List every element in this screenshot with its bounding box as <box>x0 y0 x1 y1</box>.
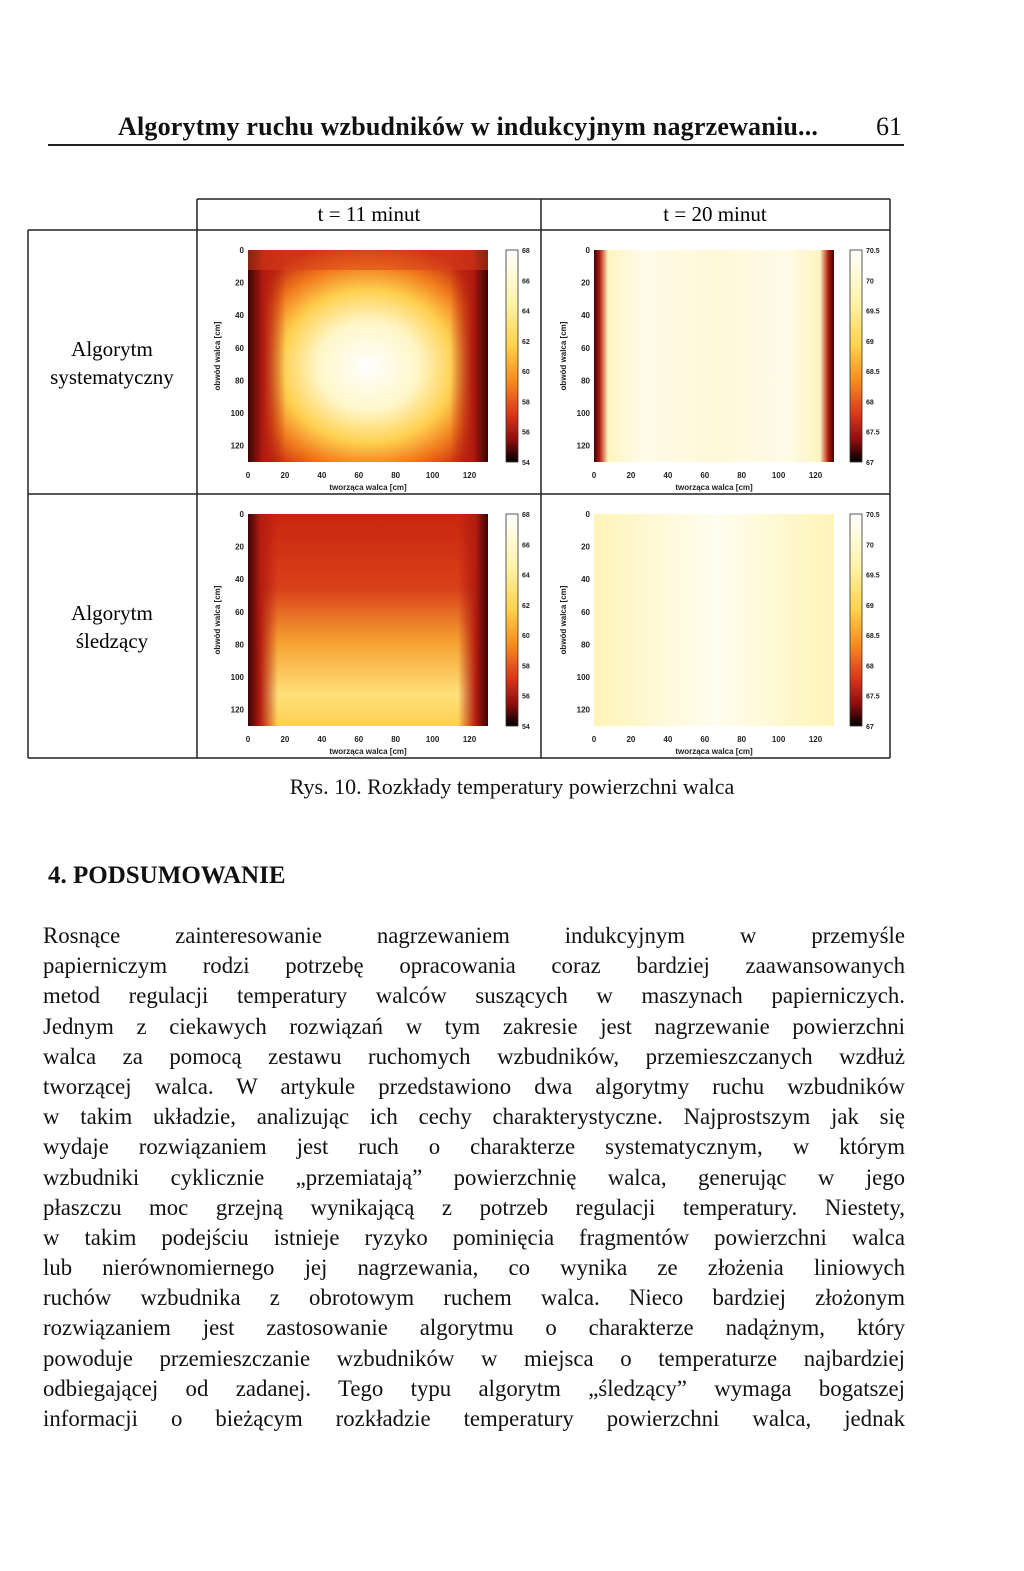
paragraph-line: rozwiązaniem jest zastosowanie algorytmu o charakterze nadążnym, który <box>43 1315 905 1341</box>
colorbar-tick-label: 62 <box>522 602 530 610</box>
x-tick-label: 0 <box>245 735 251 744</box>
x-tick-label: 80 <box>737 735 747 744</box>
y-tick-label: 100 <box>576 409 590 419</box>
colorbar-systematic-t11 <box>506 250 518 462</box>
x-tick-label: 0 <box>591 471 597 480</box>
colorbar-tick-label: 56 <box>522 693 530 701</box>
x-tick-label: 40 <box>663 471 673 480</box>
colorbar-tick-label: 68.5 <box>866 369 880 377</box>
y-tick-label: 80 <box>581 640 590 650</box>
paragraph-line: Rosnące zainteresowanie nagrzewaniem indukcyjnym w przemyśle <box>43 923 905 948</box>
paragraph-line: Jednym z ciekawych rozwiązań w tym zakresie jest nagrzewanie powierzchni <box>43 1013 905 1039</box>
row-label-2-line-1: Algorytm <box>71 601 153 625</box>
x-tick-label: 0 <box>591 735 597 744</box>
colorbar-tick-label: 54 <box>522 724 530 731</box>
paragraph-line: tworzącej walca. W artykule przedstawiono dwa algorytmy ruchu wzbudników <box>43 1073 905 1099</box>
x-tick-label: 60 <box>354 471 364 480</box>
colorbar-tick-label: 68.5 <box>866 633 880 641</box>
colorbar-tick-label: 70.5 <box>866 512 880 519</box>
x-tick-label: 60 <box>700 735 710 744</box>
x-tick-label: 40 <box>317 735 327 744</box>
y-tick-label: 100 <box>230 409 244 419</box>
y-tick-label: 40 <box>235 575 244 585</box>
y-tick-label: 60 <box>581 343 590 353</box>
colorbar-tick-label: 66 <box>522 278 530 286</box>
colorbar-tick-label: 68 <box>866 663 874 671</box>
colorbar-tick-label: 64 <box>522 308 530 316</box>
y-tick-label: 80 <box>235 376 244 386</box>
colorbar-tick-label: 56 <box>522 429 530 437</box>
colorbar-tick-label: 69 <box>866 338 874 346</box>
colorbar-tick-label: 60 <box>522 369 530 377</box>
y-tick-label: 80 <box>235 640 244 650</box>
colorbar-tick-label: 60 <box>522 633 530 641</box>
colorbar-tick-label: 69.5 <box>866 308 880 316</box>
paragraph-line: wzbudniki cyklicznie „przemiatają” powierzchnię walca, generując w jego <box>43 1164 905 1190</box>
y-axis-label: obwód walca [cm] <box>559 321 568 391</box>
paragraph-line: w takim podejściu istnieje ryzyko pominięcia fragmentów powierzchni walca <box>43 1224 905 1250</box>
paragraph-line: metod regulacji temperatury walców suszących w maszynach papierniczych. <box>43 983 905 1009</box>
y-tick-label: 40 <box>235 311 244 321</box>
figure-caption: Rys. 10. Rozkłady temperatury powierzchni walca <box>289 774 735 799</box>
heatmap-panel-tracking-t20 <box>594 514 834 726</box>
y-tick-label: 120 <box>576 441 590 451</box>
x-tick-label: 100 <box>425 735 440 744</box>
y-tick-label: 0 <box>585 510 590 519</box>
x-tick-label: 60 <box>354 735 364 744</box>
column-header-1: t = 11 minut <box>317 202 421 226</box>
heatmap-panel-tracking-t11 <box>248 514 488 726</box>
x-axis-label: tworząca walca [cm] <box>329 483 407 492</box>
colorbar-tick-label: 68 <box>522 512 530 519</box>
y-tick-label: 60 <box>581 607 590 617</box>
x-tick-label: 100 <box>771 471 786 480</box>
colorbar-tick-label: 58 <box>522 399 530 407</box>
colorbar-tick-label: 67.5 <box>866 429 880 437</box>
y-tick-label: 0 <box>239 246 244 255</box>
x-tick-label: 20 <box>626 471 636 480</box>
row-label-2-line-2: śledzący <box>75 629 149 653</box>
paragraph-line: wydaje rozwiązaniem jest ruch o charakterze systematycznym, w którym <box>43 1134 905 1160</box>
summary-paragraph <box>43 921 905 1434</box>
colorbar-tick-label: 69.5 <box>866 572 880 580</box>
colorbar-tracking-t20 <box>850 514 862 726</box>
x-tick-label: 80 <box>391 735 401 744</box>
x-axis-label: tworząca walca [cm] <box>329 747 407 756</box>
colorbar-tick-label: 66 <box>522 542 530 550</box>
x-tick-label: 120 <box>808 471 823 480</box>
x-tick-label: 100 <box>425 471 440 480</box>
x-tick-label: 120 <box>462 471 477 480</box>
y-tick-label: 40 <box>581 575 590 585</box>
paragraph-line: papierniczym rodzi potrzebę opracowania coraz bardziej zaawansowanych <box>43 953 905 979</box>
row-label-1-line-2: systematyczny <box>50 365 174 389</box>
y-tick-label: 100 <box>576 673 590 683</box>
y-tick-label: 120 <box>230 441 244 451</box>
paragraph-line: w takim układzie, analizując ich cechy charakterystyczne. Najprostszym jak się <box>43 1104 905 1130</box>
paragraph-line: powoduje przemieszczanie wzbudników w miejsca o temperaturze najbardziej <box>43 1345 905 1371</box>
paragraph-line: informacji o bieżącym rozkładzie temperatury powierzchni walca, jednak <box>43 1406 905 1431</box>
row-label-1-line-1: Algorytm <box>71 337 153 361</box>
x-tick-label: 120 <box>808 735 823 744</box>
colorbar-tick-label: 67.5 <box>866 693 880 701</box>
x-tick-label: 20 <box>280 471 290 480</box>
y-tick-label: 40 <box>581 311 590 321</box>
colorbar-tick-label: 67 <box>866 724 874 731</box>
colorbar-tick-label: 58 <box>522 663 530 671</box>
colorbar-tick-label: 67 <box>866 460 874 467</box>
y-tick-label: 120 <box>576 705 590 715</box>
colorbar-tick-label: 64 <box>522 572 530 580</box>
colorbar-tick-label: 62 <box>522 338 530 346</box>
colorbar-tick-label: 70.5 <box>866 248 880 255</box>
heatmap-panel-systematic-t11 <box>248 250 488 462</box>
y-axis-label: obwód walca [cm] <box>213 585 222 655</box>
x-tick-label: 120 <box>462 735 477 744</box>
page-number: 61 <box>876 112 902 141</box>
x-tick-label: 80 <box>391 471 401 480</box>
y-tick-label: 100 <box>230 673 244 683</box>
colorbar-tick-label: 68 <box>866 399 874 407</box>
x-tick-label: 80 <box>737 471 747 480</box>
x-axis-label: tworząca walca [cm] <box>675 483 753 492</box>
colorbar-tick-label: 70 <box>866 542 874 550</box>
y-tick-label: 20 <box>235 278 244 288</box>
column-header-2: t = 20 minut <box>663 202 767 226</box>
y-tick-label: 20 <box>581 542 590 552</box>
x-tick-label: 20 <box>280 735 290 744</box>
colorbar-tick-label: 68 <box>522 248 530 255</box>
y-tick-label: 120 <box>230 705 244 715</box>
x-tick-label: 40 <box>663 735 673 744</box>
y-axis-label: obwód walca [cm] <box>559 585 568 655</box>
colorbar-tick-label: 69 <box>866 602 874 610</box>
y-tick-label: 20 <box>581 278 590 288</box>
y-tick-label: 80 <box>581 376 590 386</box>
heatmap-panel-systematic-t20 <box>594 250 834 462</box>
paragraph-line: ruchów wzbudnika z obrotowym ruchem walca. Nieco bardziej złożonym <box>43 1285 905 1311</box>
x-tick-label: 40 <box>317 471 327 480</box>
y-tick-label: 0 <box>239 510 244 519</box>
y-axis-label: obwód walca [cm] <box>213 321 222 391</box>
paragraph-line: odbiegającej od zadanej. Tego typu algorytm „śledzący” wymaga bogatszej <box>43 1375 905 1401</box>
colorbar-tracking-t11 <box>506 514 518 726</box>
x-axis-label: tworząca walca [cm] <box>675 747 753 756</box>
section-heading: 4. PODSUMOWANIE <box>48 862 286 889</box>
x-tick-label: 0 <box>245 471 251 480</box>
paragraph-line: walca za pomocą zestawu ruchomych wzbudników, przemieszczanych wzdłuż <box>43 1043 905 1069</box>
paragraph-line: lub nierównomiernego jej nagrzewania, co wynika ze złożenia liniowych <box>43 1255 905 1281</box>
x-tick-label: 100 <box>771 735 786 744</box>
figure-table <box>0 0 1024 770</box>
x-tick-label: 20 <box>626 735 636 744</box>
colorbar-tick-label: 70 <box>866 278 874 286</box>
running-title: Algorytmy ruchu wzbudników w indukcyjnym nagrzewaniu... <box>118 112 819 141</box>
y-tick-label: 20 <box>235 542 244 552</box>
x-tick-label: 60 <box>700 471 710 480</box>
y-tick-label: 0 <box>585 246 590 255</box>
y-tick-label: 60 <box>235 607 244 617</box>
colorbar-tick-label: 54 <box>522 460 530 467</box>
y-tick-label: 60 <box>235 343 244 353</box>
colorbar-systematic-t20 <box>850 250 862 462</box>
paragraph-line: płaszczu moc grzejną wynikającą z potrzeb regulacji temperatury. Niestety, <box>43 1194 905 1220</box>
